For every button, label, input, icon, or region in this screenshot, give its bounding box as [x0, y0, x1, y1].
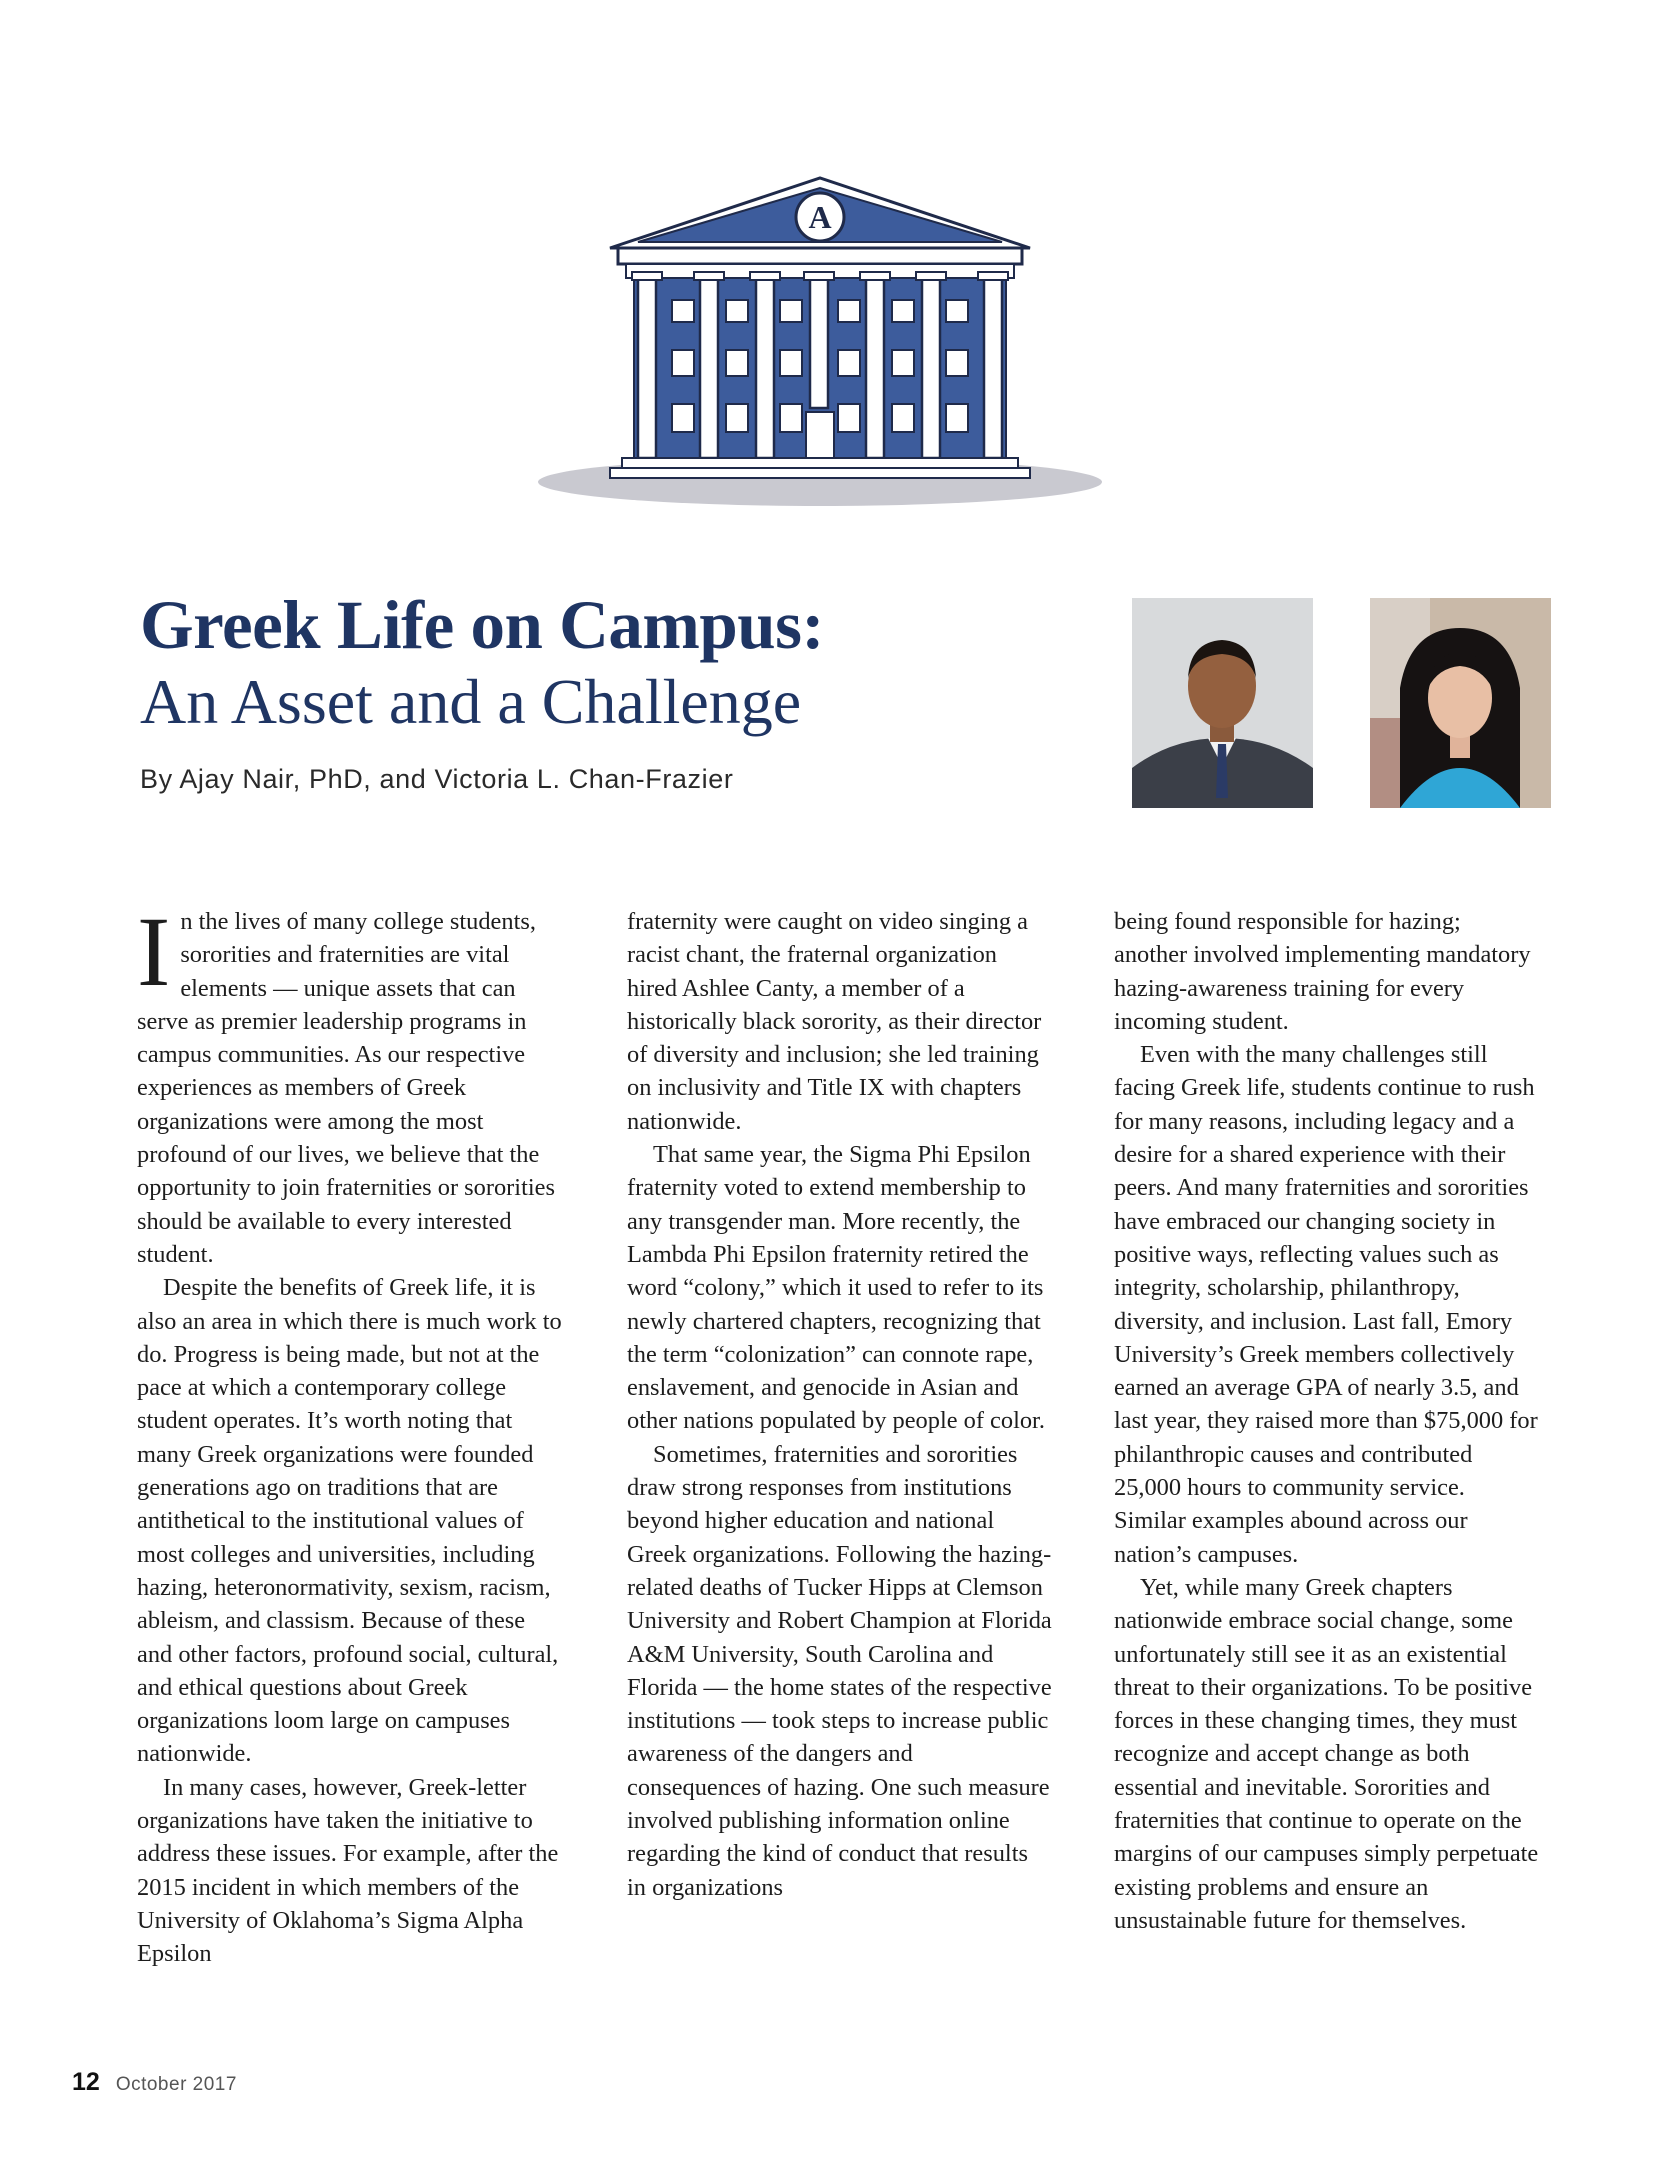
building-illustration [530, 160, 1130, 520]
article-title: Greek Life on Campus: [140, 587, 824, 663]
body-paragraph: In many cases, however, Greek-letter organizations have taken the initiative to address these issues. For example, after the 2015 incident in which members of the University of Oklahoma’s Sigma Alpha Epsilon [137, 1773, 559, 1968]
emblem-letter: A [808, 199, 832, 235]
author-photo [1370, 598, 1551, 808]
author-photo [1132, 598, 1313, 808]
page-number: 12 [72, 2068, 100, 2096]
article-subtitle: An Asset and a Challenge [140, 666, 802, 737]
article-column-1 [137, 896, 562, 1971]
body-paragraph: That same year, the Sigma Phi Epsilon fraternity voted to extend membership to any transgender man. More recently, the Lambda Phi Epsilon fraternity retired the word “colony,” which it used to refer to its newly chartered chapters, recognizing that the term “colonization” can connote rape, enslavement, and genocide in Asian and other nations populated by people of color. [627, 1141, 1045, 1435]
body-paragraph: being found responsible for hazing; another involved implementing mandatory hazing-awareness training for every incoming student. [1114, 908, 1531, 1035]
body-paragraph: fraternity were caught on video singing a racist chant, the fraternal organization hired Ashlee Canty, a member of a historically black sorority, as their director of diversity and inclusion; she led training on inclusivity and Title IX with chapters nationwide. [627, 908, 1042, 1135]
body-paragraph: Yet, while many Greek chapters nationwide embrace social change, some unfortunately still see it as an existential threat to their organizations. To be positive forces in these changing times, they must recognize and accept change as both essential and inevitable. Sororities and fraternities that continue to operate on the margins of our campuses simply perpetuate existing problems and ensure an unsustainable future for themselves. [1114, 1573, 1539, 1934]
body-paragraph: Even with the many challenges still facing Greek life, students continue to rush for many reasons, including legacy and a desire for a shared experience with their peers. And many fraternities and sororities have embraced our changing society in positive ways, reflecting values such as integrity, scholarship, philanthropy, diversity, and inclusion. Last fall, Emory University’s Greek members collectively earned an average GPA of nearly 3.5, and last year, they raised more than $75,000 for philanthropic causes and contributed 25,000 hours to community service. Similar examples abound across our nation’s campuses. [1114, 1041, 1538, 1568]
body-paragraph: Despite the benefits of Greek life, it is also an area in which there is much work to do. Progress is being made, but not at the pace at which a contemporary college student operates. It’s worth noting that many Greek organizations were founded generations ago on traditions that are antithetical to the institutional values of most colleges and universities, including hazing, heteronormativity, sexism, racism, ableism, and classism. Because of these and other factors, profound social, cultural, and ethical questions about Greek organizations loom large on campuses nationwide. [137, 1274, 562, 1768]
body-paragraph: In the lives of many college students, sororities and fraternities are vital elements — unique assets that can serve as premier leadership programs in campus communities. As our respective experiences as members of Greek organizations were among the most profound of our lives, we believe that the opportunity to join fraternities or sororities should be available to every interested student. [137, 896, 555, 1268]
body-paragraph: Sometimes, fraternities and sororities draw strong responses from institutions beyond higher education and national Greek organizations. Following the hazing-related deaths of Tucker Hipps at Clemson University and Robert Champion at Florida A&M University, South Carolina and Florida — the home states of the respective institutions — took steps to increase public awareness of the dangers and consequences of hazing. One such measure involved publishing information online regarding the kind of conduct that results in organizations [627, 1440, 1052, 1901]
article-column-2 [627, 905, 1052, 1904]
drop-cap: I [137, 896, 171, 1007]
page-footer [72, 2068, 237, 2097]
article-byline: By Ajay Nair, PhD, and Victoria L. Chan-Frazier [140, 764, 734, 794]
article-column-3 [1114, 905, 1539, 1937]
issue-date: October 2017 [115, 2074, 237, 2095]
